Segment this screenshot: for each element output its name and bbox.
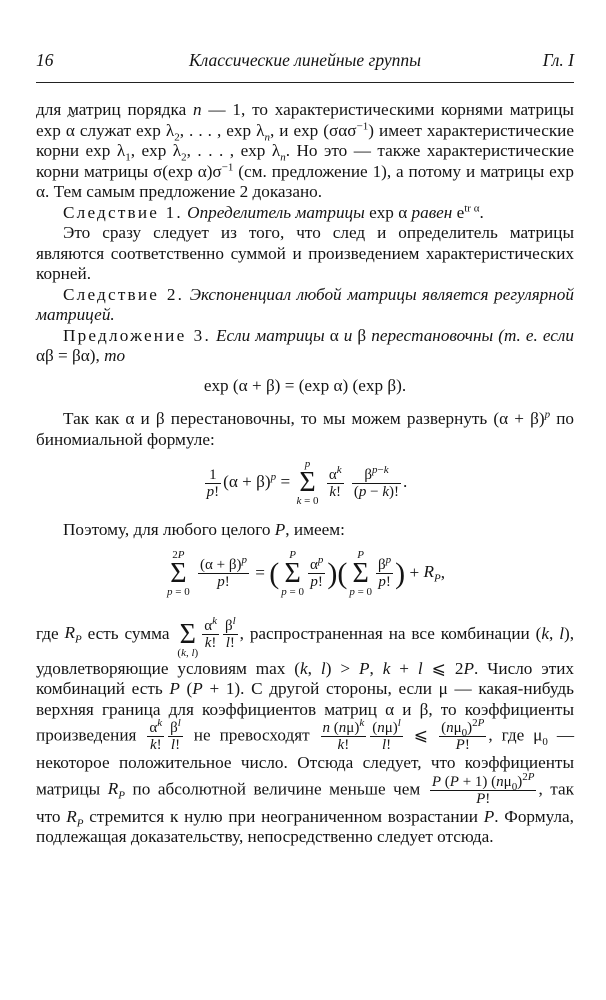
paragraph-4: Поэтому, для любого целого P, имеем:	[63, 520, 345, 539]
p1-source	[0, 0, 1, 1]
formula-2: $\frac{1}{p!}$ $(\alpha + \beta)^p = p$ Σ k = 0 $\frac{\alpha^k}{k!}$ $\frac{\beta^{p-k}}{(p - k)!}$ .	[206, 458, 408, 507]
formula-3: 2P Σ p = 0 $\frac{(\alpha + \beta)^p}{p!}$ = (P Σ p = 0 $\frac{\alpha^p}{p!}$ )(P Σ p = 0 $\frac{\beta^p}{p!}$ ) + $R_P$,	[166, 548, 445, 598]
text-source	[0, 0, 1, 1]
page-number: 16	[36, 50, 54, 70]
corollary-1: Следствие 1. Определитель матрицы exp α равен $e^{tr \alpha}$.	[63, 201, 484, 222]
paragraph-3: Так как α и β перестановочны, то мы можем развернуть $(\alpha + \beta)^p$ по биномиальной формуле:	[36, 408, 574, 449]
chapter-label: Гл. I	[542, 50, 574, 70]
paragraph-5: где $R_P$ есть сумма Σ (k, l) $\frac{\alpha^k}{k!}$ $\frac{\beta^l}{l!}$ , распространенная на все комбинации (k, l), удовлетворяющие условиям max (k, l) > P, k + l ⩽ 2P. Число этих комбинаций есть P (P + 1). С другой стороны, если μ — какая-нибудь верхняя граница для коэффициентов матриц α и β, то коэффициенты произведения $\frac{\alpha^k}{k!}$ $\frac{\beta^l}{l!}$ не превосходят $\frac{n (n\mu)^k}{k!}$ $\frac{(n\mu)^l}{l!}$ ⩽ $\frac{(n\mu_0)^{2P}}{P!}$ , где $\mu_0$ — некоторое положительное число. Отсюда следует, что коэффициенты матрицы $R_P$ по абсолютной величине меньше чем $\frac{P (P + 1) (n\mu_0)^{2P}}{P!}$ , так что $R_P$ стремится к нулю при неограниченном возрастании P. Формула, подлежащая доказательству, непосредственно следует отсюда.	[36, 615, 575, 846]
running-header	[36, 50, 574, 80]
paragraph-2: Это сразу следует из того, что след и определитель матрицы являются соответственно суммой и произведением характеристических корней.	[36, 223, 574, 283]
corollary-2-label: Следствие 2.	[63, 284, 185, 304]
formula-1: exp (α + β) = (exp α) (exp β).	[203, 375, 407, 395]
book-page	[36, 50, 575, 846]
corollary-2-text: Экспоненциал любой матрицы является регулярной матрицей.	[36, 284, 574, 324]
paragraph-1: для матриц порядка n — 1, то характеристическими корнями матрицы exp ~ α служат $\exp \lambda_2$, . . . , $\exp \lambda_n$, и exp (σασ$^{-1}$) имеет характеристические корни $\exp \lambda_1$, $\exp \lambda_2$, . . . , $\exp \lambda_n$. Но это — также характеристические корни матрицы σ(exp $\alpha)\sigma^{-1}$ (см. предложение 1), а потому и матрицы exp α. Тем самым предложение 2 доказано.	[36, 100, 574, 203]
corollary-2	[36, 285, 574, 326]
page-body	[36, 100, 574, 848]
header-rule	[36, 82, 574, 83]
proposition-3-label: Предложение 3.	[63, 325, 211, 345]
running-title: Классические линейные группы	[189, 50, 421, 70]
proposition-3: Предложение 3. Если матрицы α и β перестановочны (т. е. если αβ = βα), то	[36, 325, 575, 365]
